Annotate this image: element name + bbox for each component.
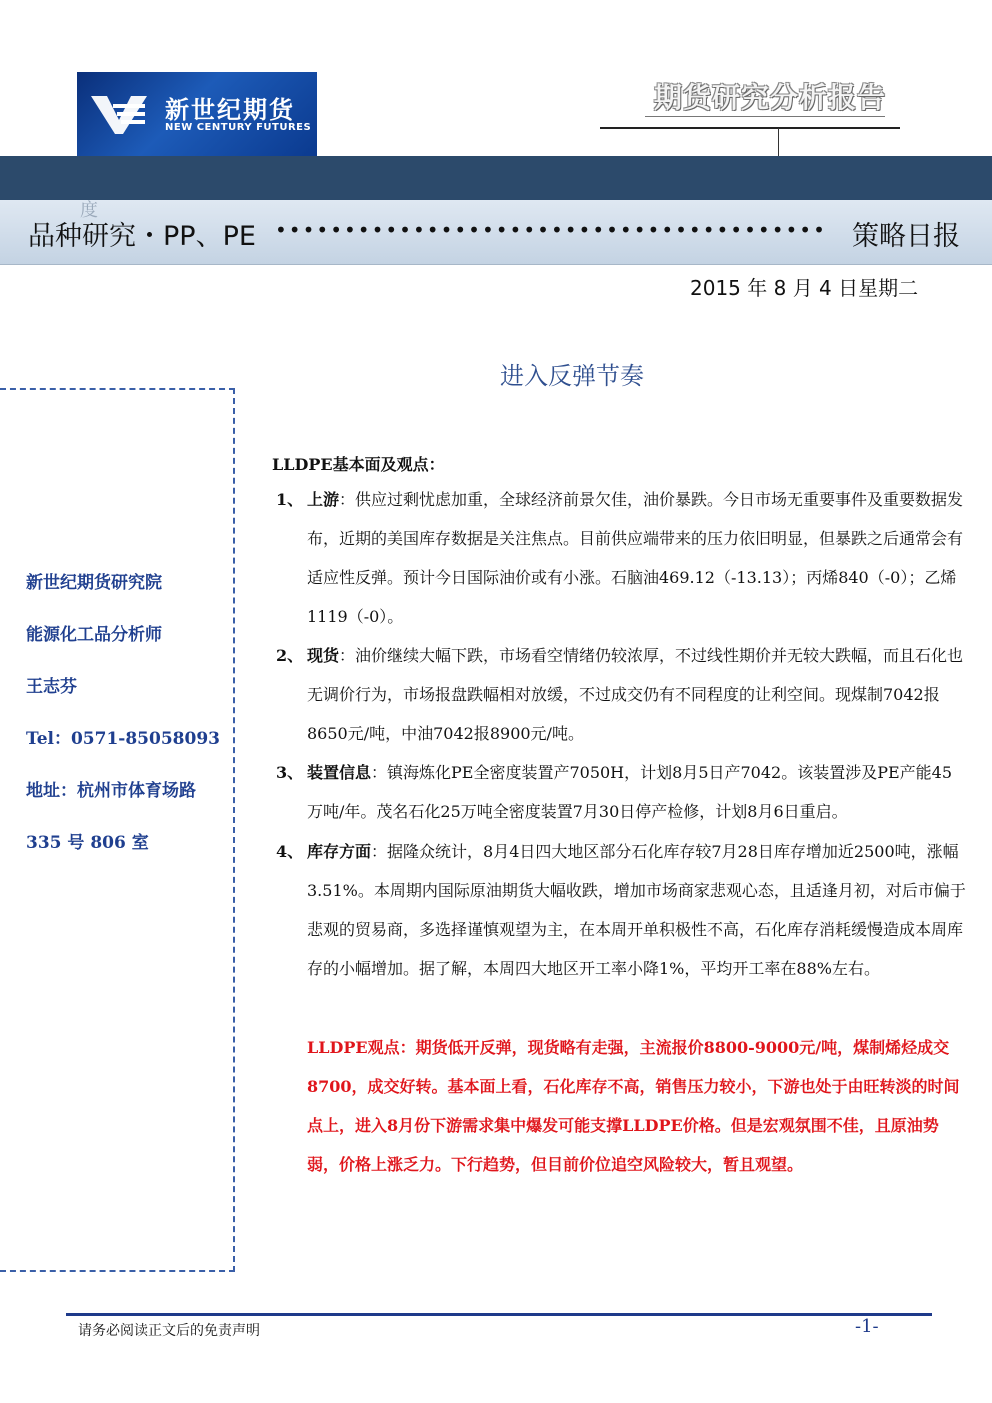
item-number: 2、	[276, 646, 304, 665]
item-number: 3、	[276, 763, 304, 782]
company-logo	[77, 72, 317, 156]
item-text: ：据隆众统计，8月4日四大地区部分石化库存较7月28日库存增加近2500吨，涨幅3.51%。本周期内国际原油期货大幅收跌，增加市场商家悲观心态，且适逢月初，对后市偏于悲观的贸易商，多选择谨慎观望为主，在本周开单积极性不高，石化库存消耗缓慢造成本周库存的小幅增加。据了解，本周四大地区开工率小降1%，平均开工率在88%左右。	[307, 842, 966, 978]
report-series-title: 期货研究分析报告	[653, 81, 886, 114]
item-label: 库存方面	[307, 842, 372, 861]
section-label: 品种研究・PP、PE	[28, 221, 256, 252]
dot-leader: ••••••••••••••••••••••••••••••••••••••••	[275, 218, 827, 242]
report-type: 策略日报	[852, 221, 960, 252]
section-heading: LLDPE基本面及观点：	[272, 455, 445, 474]
list-item	[276, 753, 966, 831]
list-item	[276, 636, 966, 753]
sidebar-tel: Tel：0571-85058093	[26, 729, 220, 749]
footer-rule	[66, 1313, 932, 1316]
item-text: ：供应过剩忧虑加重，全球经济前景欠佳，油价暴跌。今日市场无重要事件及重要数据发布，近期的美国库存数据是关注焦点。目前供应端带来的压力依旧明显，但暴跌之后通常会有适应性反弹。预计今日国际油价或有小涨。石脑油469.12（-13.13）；丙烯840（-0）；乙烯1119（-0）。	[307, 490, 964, 626]
list-item	[276, 480, 966, 636]
list-item	[276, 832, 966, 988]
report-date: 2015 年 8 月 4 日星期二	[690, 276, 919, 300]
logo-emblem-icon	[89, 90, 149, 138]
sidebar-address-line-2: 335 号 806 室	[26, 833, 149, 853]
article-title: 进入反弹节奏	[500, 362, 644, 390]
logo-english-name: NEW CENTURY FUTURES	[165, 122, 312, 133]
sidebar-analyst-name: 王志芬	[26, 677, 77, 697]
item-number: 1、	[276, 490, 304, 509]
item-text: ：镇海炼化PE全密度装置产7050H，计划8月5日产7042。该装置涉及PE产能45万吨/年。茂名石化25万吨全密度装置7月30日停产检修，计划8月6日重启。	[307, 763, 953, 821]
item-text: ：油价继续大幅下跌，市场看空情绪仍较浓厚，不过线性期价并无较大跌幅，而且石化也无调价行为，市场报盘跌幅相对放缓，不过成交仍有不同程度的让利空间。现煤制7042报8650元/吨，中油7042报8900元/吨。	[307, 646, 964, 743]
header-rule	[600, 127, 900, 129]
header-band-dark	[0, 156, 992, 200]
item-label: 装置信息	[307, 763, 372, 782]
analyst-sidebar	[0, 388, 235, 1272]
sidebar-org: 新世纪期货研究院	[26, 573, 162, 593]
ghost-character: 度	[80, 200, 98, 221]
item-label: 现货	[307, 646, 340, 665]
lldpe-viewpoint: LLDPE观点：期货低开反弹，现货略有走强，主流报价8800-9000元/吨，煤制烯烃成交8700，成交好转。基本面上看，石化库存不高，销售压力较小，下游也处于由旺转淡的时间点上，进入8月份下游需求集中爆发可能支撑LLDPE价格。但是宏观氛围不佳，且原油势弱，价格上涨乏力。下行趋势，但目前价位追空风险较大，暂且观望。	[307, 1038, 960, 1174]
item-label: 上游	[307, 490, 340, 509]
header-rule-tick	[778, 128, 779, 156]
item-number: 4、	[276, 842, 304, 861]
logo-chinese-name: 新世纪期货	[165, 95, 295, 124]
disclaimer-note: 请务必阅读正文后的免责声明	[78, 1323, 260, 1339]
sidebar-address-line-1: 地址：杭州市体育场路	[26, 781, 196, 801]
title-underline	[645, 116, 885, 117]
sidebar-role: 能源化工品分析师	[26, 625, 162, 645]
page-number: -1-	[855, 1316, 879, 1337]
